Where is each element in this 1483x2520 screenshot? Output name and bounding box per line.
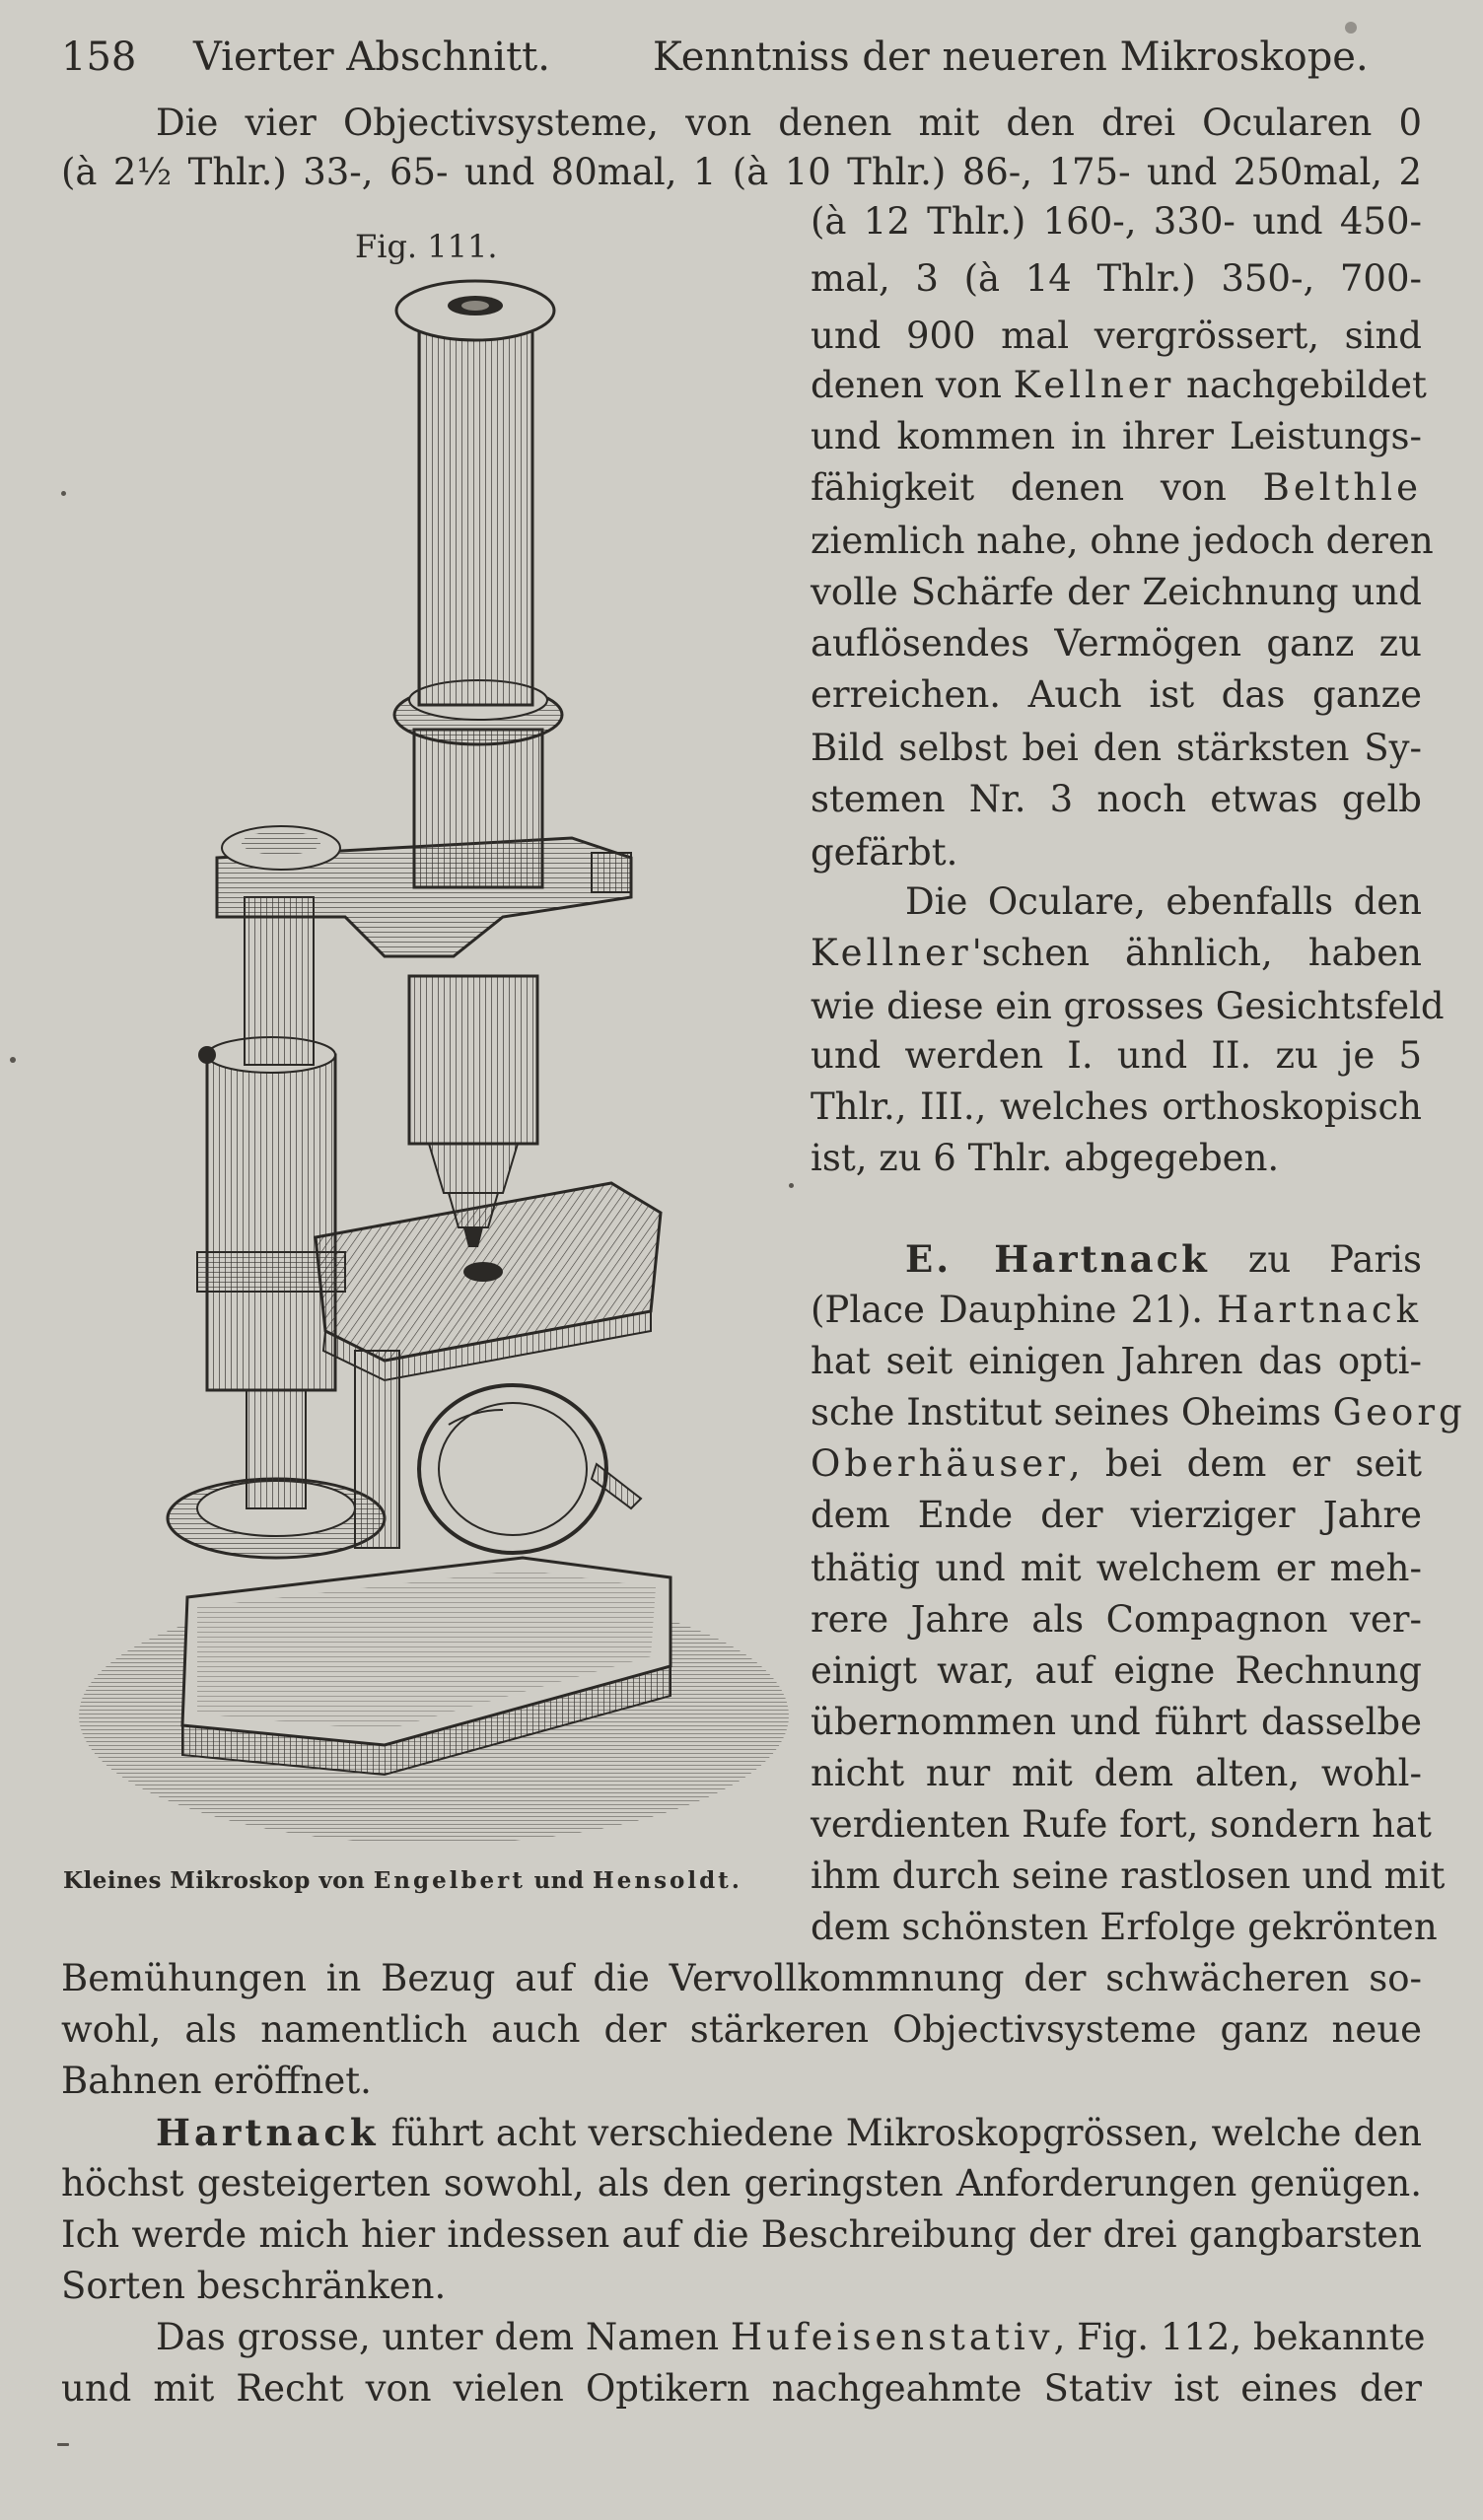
figure-label: Fig. 111.	[355, 228, 498, 265]
text-line: Sorten beschränken.	[61, 2265, 447, 2307]
person-name: Oberhäuser	[811, 1442, 1069, 1485]
text-line: und kommen in ihrer Leistungs-	[811, 415, 1422, 457]
text-line: wie diese ein grosses Gesichtsfeld	[811, 985, 1445, 1027]
mirror	[419, 1385, 606, 1553]
stand-name: Hufeisenstativ	[730, 2316, 1054, 2358]
person-name: Hartnack	[1217, 1289, 1422, 1331]
text-line: dem Ende der vierziger Jahre	[811, 1494, 1422, 1536]
dust-speck	[61, 491, 66, 496]
objective	[429, 1144, 518, 1193]
dust-speck	[1345, 22, 1357, 34]
text-line: rere Jahre als Compagnon ver-	[811, 1598, 1422, 1641]
text-line: ziemlich nahe, ohne jedoch deren	[811, 520, 1434, 562]
text-line: einigt war, auf eigne Rechnung	[811, 1649, 1422, 1692]
text-line: Kellner'schen ähnlich, haben	[811, 932, 1422, 974]
text-line: Bild selbst bei den stärksten Sy-	[811, 727, 1422, 769]
text-line: verdienten Rufe fort, sondern hat	[811, 1803, 1432, 1846]
text-line: gefärbt.	[811, 831, 958, 874]
text-line: E. Hartnack zu Paris	[905, 1237, 1422, 1281]
person-name: Hartnack	[156, 2111, 380, 2154]
page-number: 158	[61, 35, 137, 80]
dust-speck	[789, 1183, 794, 1188]
pillar	[207, 1055, 335, 1390]
text-line: sche Institut seines Oheims Georg	[811, 1391, 1466, 1434]
text-line: Die vier Objectivsysteme, von denen mit den drei Ocularen 0	[156, 102, 1422, 144]
text-line: (à 2½ Thlr.) 33-, 65- und 80mal, 1 (à 10 Thlr.) 86-, 175- und 250mal, 2	[61, 151, 1422, 193]
text-line: ihm durch seine rastlosen und mit	[811, 1855, 1446, 1897]
text-line: volle Schärfe der Zeichnung und	[811, 571, 1422, 613]
text-line: Ich werde mich hier indessen auf die Beschreibung der drei gangbarsten	[61, 2213, 1422, 2256]
dust-speck	[57, 2443, 69, 2446]
text-line: hat seit einigen Jahren das opti-	[811, 1340, 1422, 1382]
company-name: E. Hartnack	[905, 1237, 1210, 1281]
draw-tube	[419, 315, 532, 705]
text-line: Die Oculare, ebenfalls den	[905, 880, 1422, 923]
text-line: und 900 mal vergrössert, sind	[811, 315, 1422, 357]
text-line: Oberhäuser, bei dem er seit	[811, 1442, 1422, 1485]
text-line: Thlr., III., welches orthoskopisch	[811, 1085, 1422, 1128]
text-line: denen von Kellner nachgebildet	[811, 364, 1427, 406]
microscope-illustration	[59, 266, 799, 1854]
text-line: und werden I. und II. zu je 5	[811, 1034, 1422, 1077]
body-tube	[409, 976, 537, 1144]
chapter-title: Kenntniss der neueren Mikroskope.	[653, 35, 1369, 80]
person-name: Belthle	[1262, 466, 1422, 509]
text-line: übernommen und führt dasselbe	[811, 1701, 1422, 1743]
text-line: erreichen. Auch ist das ganze	[811, 673, 1422, 716]
running-header	[61, 28, 1369, 87]
text-line: wohl, als namentlich auch der stärkeren Objectivsysteme ganz neue	[61, 2008, 1422, 2051]
person-name: Kellner	[811, 932, 972, 974]
text-line: ist, zu 6 Thlr. abgegeben.	[811, 1137, 1280, 1179]
text-line: Bahnen eröffnet.	[61, 2060, 372, 2102]
text-line: fähigkeit denen von Belthle	[811, 466, 1422, 509]
text-line: thätig und mit welchem er meh-	[811, 1547, 1422, 1589]
section-title: Vierter Abschnitt.	[193, 35, 550, 80]
text-line: (Place Dauphine 21). Hartnack	[811, 1289, 1422, 1331]
text-line: Bemühungen in Bezug auf die Vervollkommnung der schwächeren so-	[61, 1957, 1422, 1999]
text-line: stemen Nr. 3 noch etwas gelb	[811, 778, 1422, 820]
person-name: Kellner	[1013, 364, 1175, 406]
text-line: dem schönsten Erfolge gekrönten	[811, 1906, 1438, 1948]
text-line: und mit Recht von vielen Optikern nachgeahmte Stativ ist eines der	[61, 2367, 1422, 2410]
text-line: (à 12 Thlr.) 160-, 330- und 450-	[811, 200, 1422, 243]
dust-speck	[10, 1057, 16, 1063]
text-line: Das grosse, unter dem Namen Hufeisenstativ, Fig. 112, bekannte	[156, 2316, 1426, 2358]
text-line: nicht nur mit dem alten, wohl-	[811, 1752, 1422, 1794]
text-line: mal, 3 (à 14 Thlr.) 350-, 700-	[811, 257, 1422, 300]
text-line: höchst gesteigerten sowohl, als den geringsten Anforderungen genügen.	[61, 2162, 1422, 2205]
text-line: Hartnack führt acht verschiedene Mikroskopgrössen, welche den	[156, 2111, 1422, 2154]
person-name: Georg	[1332, 1391, 1466, 1434]
text-line: auflösendes Vermögen ganz zu	[811, 622, 1422, 665]
figure-caption: Kleines Mikroskop von Engelbert und Hensoldt.	[63, 1867, 741, 1894]
